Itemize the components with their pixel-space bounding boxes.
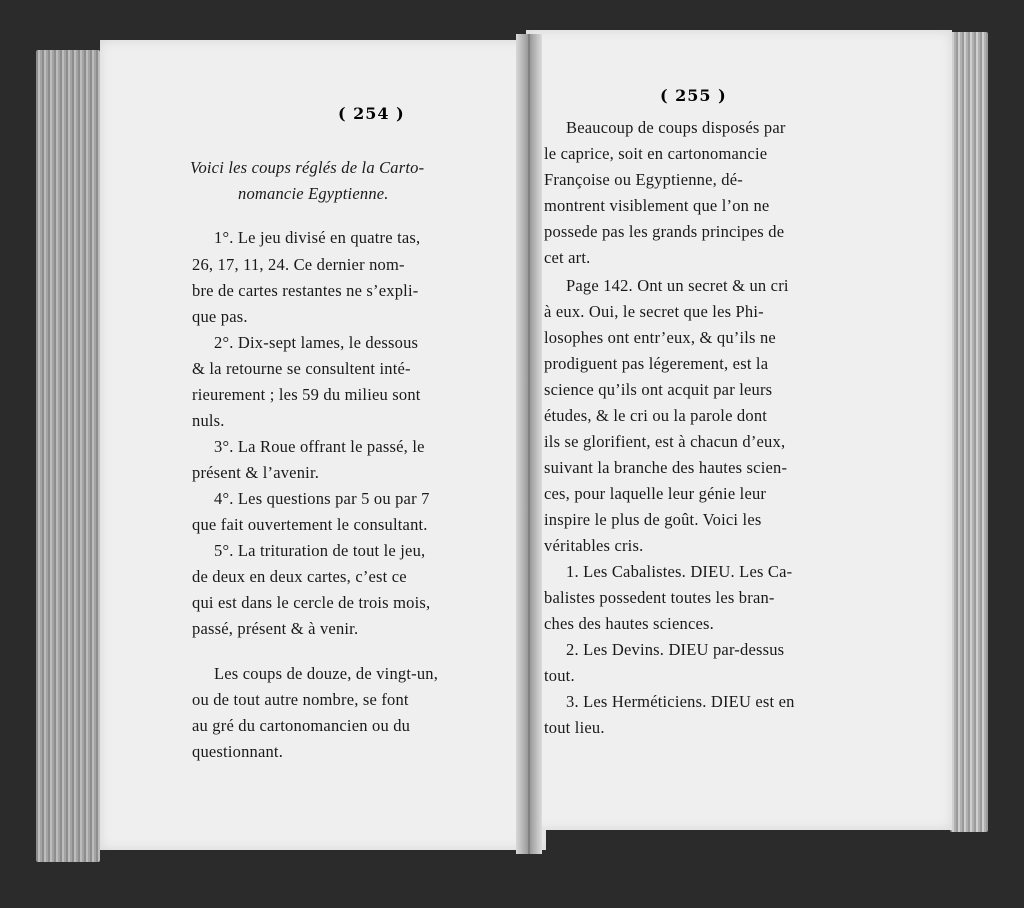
right-page-line: cet art. — [544, 248, 591, 267]
right-page-line: Page 142. Ont un secret & un cri — [566, 276, 789, 295]
left-page-line: Voici les coups réglés de la Carto- — [190, 158, 425, 177]
left-page-line: passé, présent & à venir. — [192, 619, 359, 638]
right-page-line: montrent visiblement que l’on ne — [544, 196, 770, 215]
left-page-number: ( 254 ) — [338, 104, 405, 123]
right-page-line: inspire le plus de goût. Voici les — [544, 510, 762, 529]
left-page-line: bre de cartes restantes ne s’expli- — [192, 281, 419, 300]
left-page-line: 1°. Le jeu divisé en quatre tas, — [214, 228, 421, 247]
left-page-line: nomancie Egyptienne. — [238, 184, 389, 203]
page-edges-left — [36, 50, 100, 862]
right-page-line: à eux. Oui, le secret que les Phi- — [544, 302, 764, 321]
left-page-line: présent & l’avenir. — [192, 463, 320, 482]
left-page-line: 5°. La trituration de tout le jeu, — [214, 541, 426, 560]
right-page-line: balistes possedent toutes les bran- — [544, 588, 775, 607]
right-page-line: losophes ont entr’eux, & qu’ils ne — [544, 328, 776, 347]
page-edges-right — [950, 32, 988, 832]
left-page-line: que fait ouvertement le consultant. — [192, 515, 428, 534]
right-page-line: véritables cris. — [544, 536, 644, 555]
book-gutter — [516, 34, 542, 854]
left-page-line: de deux en deux cartes, c’est ce — [192, 567, 407, 586]
right-page-line: tout. — [544, 666, 575, 685]
left-page-line: nuls. — [192, 411, 225, 430]
left-page-line: 26, 17, 11, 24. Ce dernier nom- — [192, 255, 405, 274]
right-page-line: Françoise ou Egyptienne, dé- — [544, 170, 743, 189]
right-page-line: ils se glorifient, est à chacun d’eux, — [544, 432, 786, 451]
left-page-line: & la retourne se consultent inté- — [192, 359, 411, 378]
right-page-line: le caprice, soit en cartonomancie — [544, 144, 768, 163]
right-page-line: prodiguent pas légerement, est la — [544, 354, 769, 373]
right-page-line: ches des hautes sciences. — [544, 614, 714, 633]
right-page-line: Beaucoup de coups disposés par — [566, 118, 786, 137]
right-page-line: ces, pour laquelle leur génie leur — [544, 484, 767, 503]
left-page-line: au gré du cartonomancien ou du — [192, 716, 411, 735]
left-page-line: Les coups de douze, de vingt-un, — [214, 664, 439, 683]
left-page-line: ou de tout autre nombre, se font — [192, 690, 409, 709]
left-page-line: rieurement ; les 59 du milieu sont — [192, 385, 421, 404]
left-page-line: que pas. — [192, 307, 248, 326]
left-page-line: qui est dans le cercle de trois mois, — [192, 593, 431, 612]
left-page-line: 2°. Dix-sept lames, le dessous — [214, 333, 419, 352]
left-page-line: 4°. Les questions par 5 ou par 7 — [214, 489, 430, 508]
right-page-number: ( 255 ) — [660, 86, 727, 105]
right-page-line: 2. Les Devins. DIEU par-dessus — [566, 640, 785, 659]
right-page-line: 1. Les Cabalistes. DIEU. Les Ca- — [566, 562, 793, 581]
left-page-line: questionnant. — [192, 742, 284, 761]
open-book — [30, 28, 990, 858]
right-page-line: tout lieu. — [544, 718, 605, 737]
right-page-line: science qu’ils ont acquit par leurs — [544, 380, 773, 399]
right-page-line: études, & le cri ou la parole dont — [544, 406, 768, 425]
right-page-line: possede pas les grands principes de — [544, 222, 785, 241]
right-page-line: 3. Les Herméticiens. DIEU est en — [566, 692, 795, 711]
left-page-line: 3°. La Roue offrant le passé, le — [214, 437, 425, 456]
right-page-line: suivant la branche des hautes scien- — [544, 458, 788, 477]
